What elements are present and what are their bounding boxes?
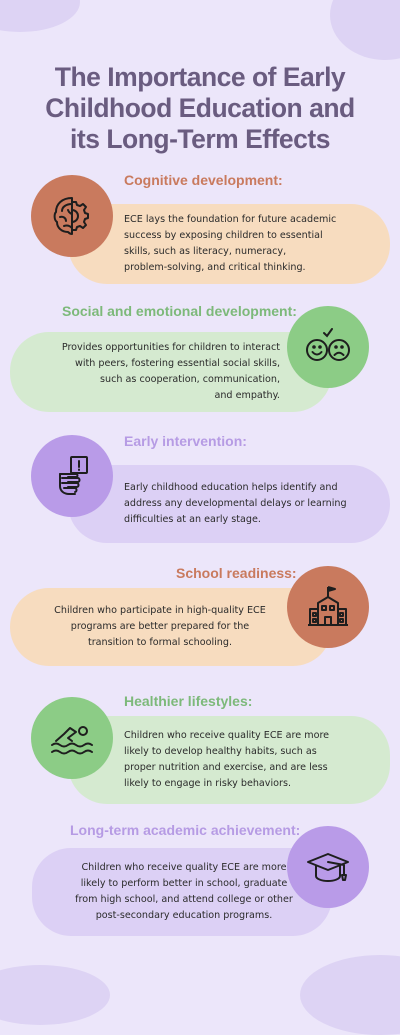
- school-building-icon: [304, 583, 352, 631]
- text-line: transition to formal schooling.: [87, 637, 233, 648]
- title-line: Childhood Education and: [45, 93, 355, 123]
- page-title: [20, 62, 380, 155]
- text-line: likely to engage in risky behaviors.: [124, 778, 292, 789]
- text-line: skills, such as literacy, numeracy,: [124, 246, 287, 257]
- heading-school-readiness: School readiness:: [176, 565, 297, 581]
- text-school-readiness: [10, 588, 332, 666]
- text-line: success by exposing children to essential: [124, 230, 323, 241]
- hand-alert-icon: [48, 452, 96, 500]
- text-line: proper nutrition and exercise, and are less: [124, 762, 328, 773]
- title-line: The Importance of Early: [54, 62, 346, 92]
- decor-blob-bottom-left: [0, 965, 110, 1025]
- text-line: Children who participate in high-quality ECE: [54, 605, 266, 616]
- text-line: Children who receive quality ECE are more: [124, 730, 330, 741]
- graduation-cap-icon: [304, 843, 352, 891]
- decor-blob-bottom-right: [300, 955, 400, 1035]
- text-line: with peers, fostering essential social skills,: [75, 358, 280, 369]
- text-line: Provides opportunities for children to interact: [61, 342, 280, 353]
- text-line: ECE lays the foundation for future academic: [124, 214, 337, 225]
- text-line: and empathy.: [214, 390, 280, 401]
- icon-circle-school: [287, 566, 369, 648]
- title-line: its Long-Term Effects: [70, 124, 330, 154]
- heading-social-emotional-development: Social and emotional development:: [62, 303, 297, 319]
- text-line: problem-solving, and critical thinking.: [124, 262, 306, 273]
- swimmer-icon: [48, 714, 96, 762]
- heading-cognitive-development: Cognitive development:: [124, 172, 283, 188]
- text-cognitive-development: [68, 204, 390, 284]
- text-line: likely to develop healthy habits, such as: [124, 746, 317, 757]
- icon-circle-cognitive: [31, 175, 113, 257]
- text-line: such as cooperation, communication,: [100, 374, 280, 385]
- heading-healthier-lifestyles: Healthier lifestyles:: [124, 693, 253, 709]
- icon-circle-social: [287, 306, 369, 388]
- decor-blob-top-right: [330, 0, 400, 60]
- heading-early-intervention: Early intervention:: [124, 433, 247, 449]
- text-line: likely to perform better in school, graduate: [80, 878, 288, 889]
- text-line: post-secondary education programs.: [95, 910, 273, 921]
- text-healthier-lifestyles: [68, 716, 390, 804]
- icon-circle-academic: [287, 826, 369, 908]
- text-line: programs are better prepared for the: [70, 621, 250, 632]
- text-early-intervention: [68, 465, 390, 543]
- icon-circle-healthy: [31, 697, 113, 779]
- brain-gear-icon: [48, 192, 96, 240]
- text-line: Early childhood education helps identify and: [124, 482, 338, 493]
- text-line: from high school, and attend college or other: [75, 894, 293, 905]
- decor-blob-top-left: [0, 0, 80, 32]
- icon-circle-intervention: [31, 435, 113, 517]
- heading-long-term-academic-achievement: Long-term academic achievement:: [70, 822, 301, 838]
- text-line: Children who receive quality ECE are more: [81, 862, 287, 873]
- text-social-emotional-development: [10, 332, 332, 412]
- happy-sad-faces-icon: [304, 323, 352, 371]
- text-line: difficulties at an early stage.: [124, 514, 261, 525]
- text-line: address any developmental delays or learning: [124, 498, 347, 509]
